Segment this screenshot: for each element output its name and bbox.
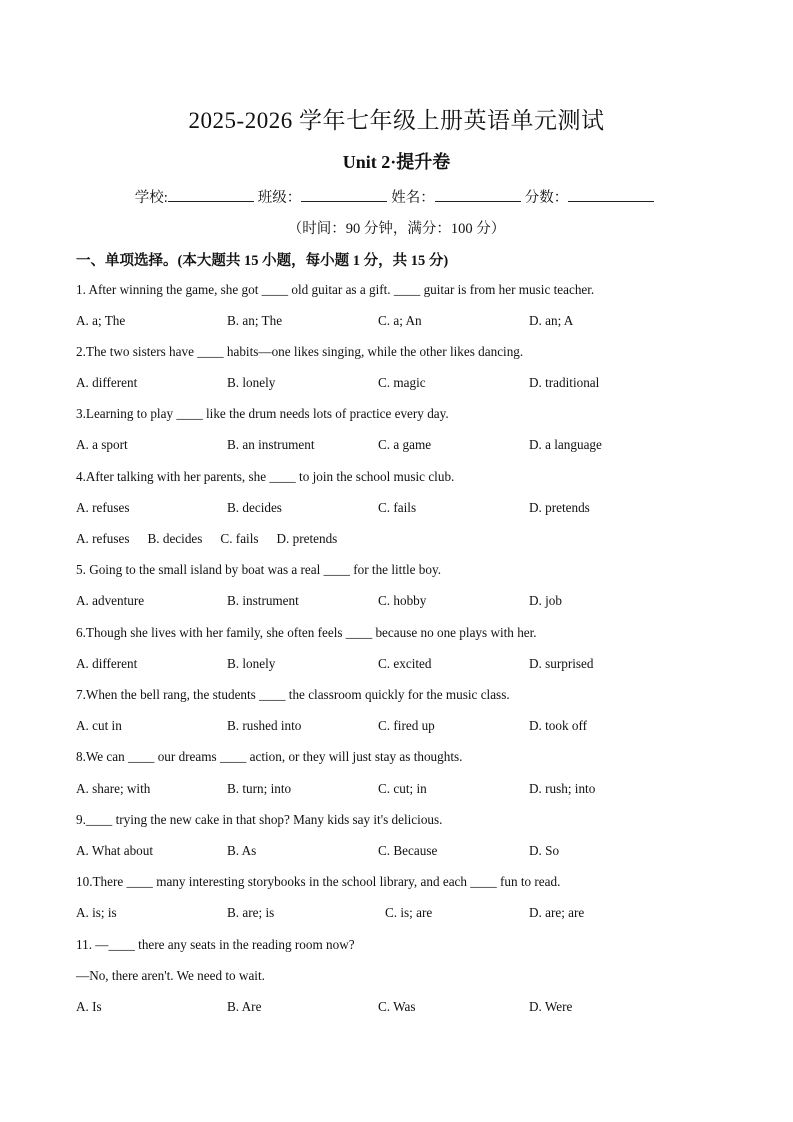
option-b: B. turn; into: [227, 781, 292, 796]
question-2: 2.The two sisters have ____ habits—one likes singing, while the other likes dancing.: [76, 344, 524, 359]
option-a: A. different: [76, 656, 138, 671]
school-label: 学校:: [134, 190, 168, 206]
question-6: 6.Though she lives with her family, she often feels ____ because no one plays with her.: [76, 625, 537, 640]
question-1: 1. After winning the game, she got ____ old guitar as a gift. ____ guitar is from her music teacher.: [76, 282, 595, 297]
exam-subtitle: Unit 2·提升卷: [342, 152, 451, 172]
option-d: D. traditional: [529, 375, 600, 390]
option-c: C. fired up: [378, 718, 435, 733]
question-11-reply: —No, there aren't. We need to wait.: [76, 968, 265, 983]
question-8: 8.We can ____ our dreams ____ action, or they will just stay as thoughts.: [76, 749, 463, 764]
class-label: 班级：: [257, 190, 302, 206]
option-a: A. Is: [76, 999, 102, 1014]
options-7: [76, 718, 716, 736]
question-7: 7.When the bell rang, the students ____ the classroom quickly for the music class.: [76, 687, 510, 702]
options-5: [76, 593, 716, 611]
option-a: A. a sport: [76, 437, 128, 452]
option-b: B. As: [227, 843, 257, 858]
option-c: C. hobby: [378, 593, 427, 608]
question-10: 10.There ____ many interesting storybooks in the school library, and each ____ fun to read.: [76, 874, 561, 889]
option-c: C. fails: [378, 500, 417, 515]
option-b: B. an; The: [227, 313, 283, 328]
class-blank: [301, 189, 387, 202]
option-b: B. instrument: [227, 593, 299, 608]
option-d: D. are; are: [529, 905, 585, 920]
option-b: B. Are: [227, 999, 262, 1014]
option-b: B. lonely: [227, 375, 276, 390]
question-9: 9.____ trying the new cake in that shop? Many kids say it's delicious.: [76, 812, 443, 827]
name-label: 姓名：: [391, 190, 435, 206]
school-blank: [168, 189, 254, 202]
option-d: D. rush; into: [529, 781, 596, 796]
option-b: B. decides: [147, 531, 203, 546]
options-1: [76, 313, 716, 331]
options-10: [76, 905, 716, 923]
option-c: C. Was: [378, 999, 416, 1014]
question-3: 3.Learning to play ____ like the drum needs lots of practice every day.: [76, 406, 449, 421]
option-a: A. refuses: [76, 500, 130, 515]
option-c: C. magic: [378, 375, 426, 390]
question-4: 4.After talking with her parents, she ____ to join the school music club.: [76, 469, 455, 484]
question-11: 11. —____ there any seats in the reading room now?: [76, 937, 355, 952]
option-d: D. took off: [529, 718, 587, 733]
options-9: [76, 843, 716, 861]
option-b: B. rushed into: [227, 718, 302, 733]
option-c: C. a; An: [378, 313, 422, 328]
option-a: A. What about: [76, 843, 154, 858]
option-d: D. Were: [529, 999, 573, 1014]
option-a: A. adventure: [76, 593, 145, 608]
option-c: C. excited: [378, 656, 432, 671]
option-d: D. a language: [529, 437, 602, 452]
question-5: 5. Going to the small island by boat was a real ____ for the little boy.: [76, 562, 442, 577]
option-d: D. an; A: [529, 313, 574, 328]
option-c: C. a game: [378, 437, 432, 452]
score-blank: [568, 189, 654, 202]
option-a: A. is; is: [76, 905, 117, 920]
options-2: [76, 375, 716, 393]
option-a: A. refuses: [76, 531, 130, 546]
option-c: C. is; are: [385, 905, 433, 920]
option-b: B. are; is: [227, 905, 275, 920]
name-blank: [435, 189, 521, 202]
option-d: D. surprised: [529, 656, 594, 671]
exam-title: 2025-2026 学年七年级上册英语单元测试: [188, 108, 605, 133]
option-a: A. share; with: [76, 781, 151, 796]
options-8: [76, 781, 716, 799]
option-c: C. cut; in: [378, 781, 427, 796]
option-d: D. So: [529, 843, 560, 858]
options-6: [76, 656, 716, 674]
option-b: B. decides: [227, 500, 282, 515]
option-b: B. lonely: [227, 656, 276, 671]
student-info-line: [0, 186, 793, 207]
options-4: [76, 500, 716, 518]
option-a: A. different: [76, 375, 138, 390]
option-d: D. pretends: [529, 500, 590, 515]
options-11: [76, 999, 716, 1017]
section-title: 一、单项选择。(本大题共 15 小题，每小题 1 分，共 15 分): [76, 253, 449, 269]
options-4-repeat: [76, 531, 355, 547]
option-d: D. pretends: [276, 531, 338, 546]
option-c: C. fails: [220, 531, 259, 546]
option-a: A. cut in: [76, 718, 122, 733]
option-c: C. Because: [378, 843, 438, 858]
time-info: （时间：90 分钟，满分：100 分）: [287, 221, 506, 237]
option-a: A. a; The: [76, 313, 126, 328]
score-label: 分数：: [524, 190, 569, 206]
option-d: D. job: [529, 593, 562, 608]
option-b: B. an instrument: [227, 437, 315, 452]
options-3: [76, 437, 716, 455]
